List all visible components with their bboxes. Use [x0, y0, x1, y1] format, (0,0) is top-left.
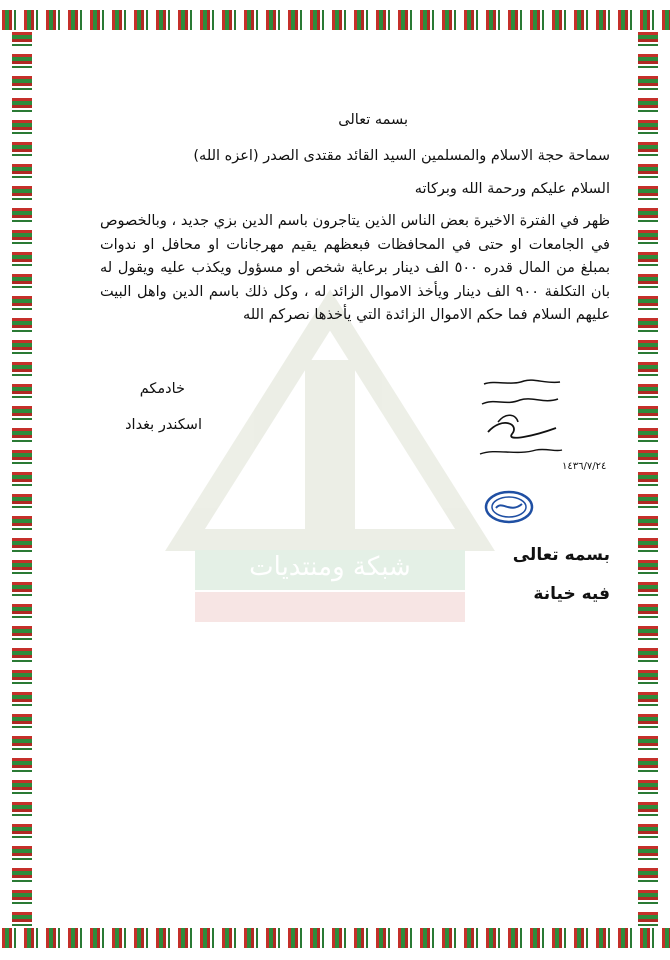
reply-invocation: بسمه تعالى — [512, 545, 610, 565]
letter-closing: خادمكم — [139, 381, 185, 397]
letter-addressee: سماحة حجة الاسلام والمسلمين السيد القائد مقتدى الصدر (اعزه الله) — [193, 148, 610, 164]
watermark-text: شبكة ومنتديات — [249, 552, 411, 582]
decorative-border-bottom — [0, 928, 670, 948]
watermark-logo — [165, 300, 495, 640]
blue-seal-stamp — [484, 490, 534, 524]
decorative-border-top — [0, 10, 670, 30]
handwritten-date: ١٤٣٦/٧/٢٤ — [562, 461, 607, 472]
letter-invocation: بسمه تعالى — [338, 112, 408, 128]
decorative-border-right — [638, 30, 658, 928]
letter-sender: اسكندر بغداد — [125, 417, 202, 433]
reply-answer: فيه خيانة — [533, 584, 610, 604]
decorative-border-left — [12, 30, 32, 928]
letter-body: ظهر في الفترة الاخيرة بعض الناس الذين يتاجرون باسم الدين بزي جديد ، وبالخصوص في الجامعات او حتى في المحافظات فبعظهم يقيم مهرجانات او محافل او ندوات بمبلغ من المال قدره ٥٠٠ الف دينار برعاية شخص او مسؤول ويكذب عليه ويقول له بان التكلفة ٩٠٠ الف دينار ويأخذ الاموال الزائد له ، وكل ذلك باسم الدين واهل البيت عليهم السلام فما حكم الاموال الزائدة التي يأخذها نصركم الله — [100, 213, 610, 323]
letter-greeting: السلام عليكم ورحمة الله وبركاته — [414, 181, 610, 197]
handwritten-reply-signature — [476, 372, 607, 472]
